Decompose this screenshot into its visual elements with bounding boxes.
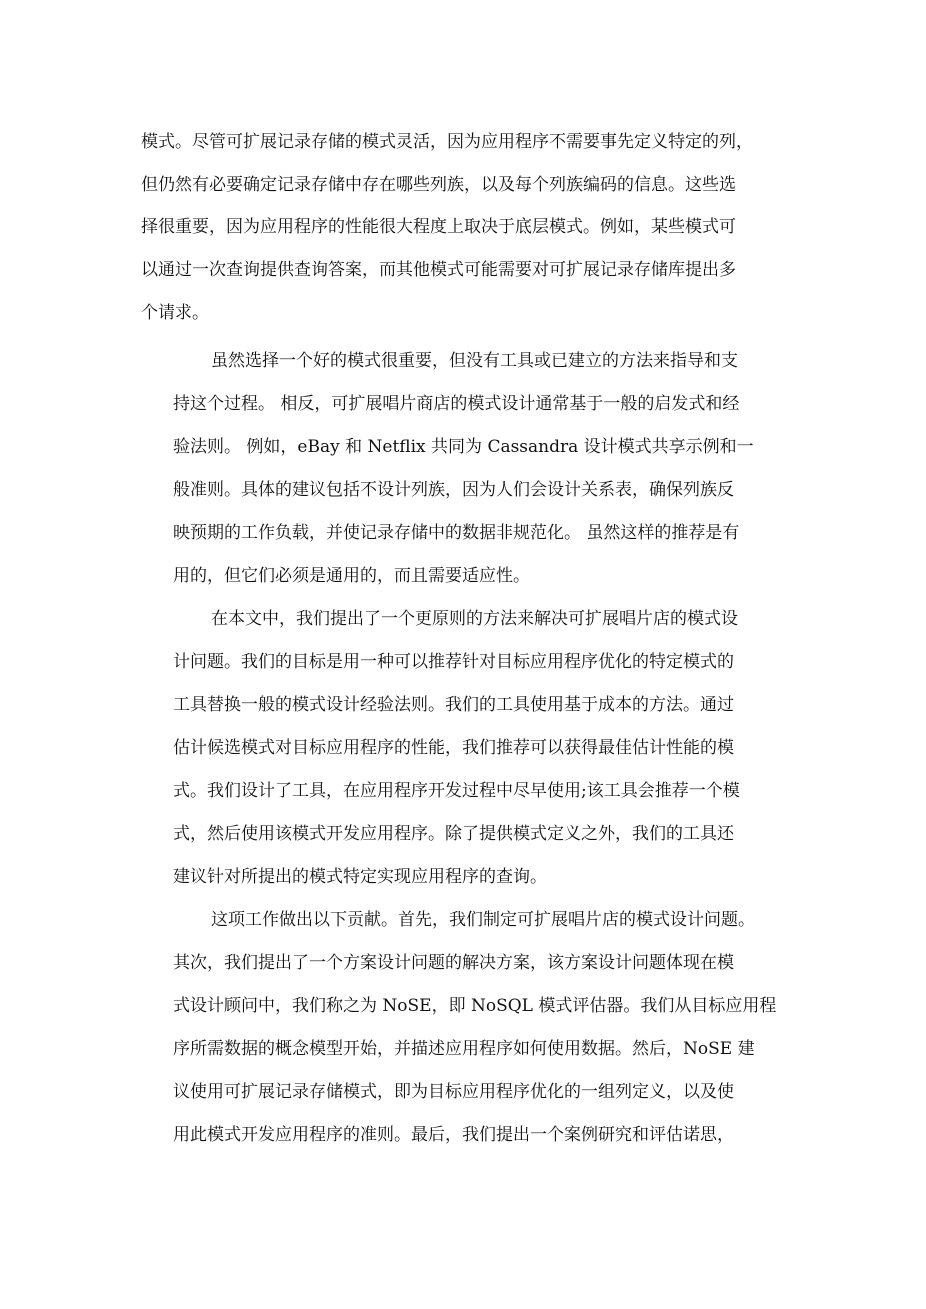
text-line: 计问题。我们的目标是用一种可以推荐针对目标应用程序优化的特定模式的 (173, 652, 734, 672)
text-line: 估计候选模式对目标应用程序的性能，我们推荐可以获得最佳估计性能的模 (173, 738, 734, 758)
text-line: 其次，我们提出了一个方案设计问题的解决方案，该方案设计问题体现在模 (173, 953, 734, 973)
text-line: 择很重要，因为应用程序的性能很大程度上取决于底层模式。例如，某些模式可 (141, 217, 736, 237)
text-line: 虽然选择一个好的模式很重要，但没有工具或已建立的方法来指导和支 (211, 351, 738, 371)
text-line: 式，然后使用该模式开发应用程序。除了提供模式定义之外，我们的工具还 (173, 824, 734, 844)
text-line: 用的，但它们必须是通用的，而且需要适应性。 (173, 566, 530, 586)
text-line: 验法则。 例如，eBay 和 Netflix 共同为 Cassandra 设计模式共享示例和一 (173, 437, 754, 457)
text-line: 式。我们设计了工具，在应用程序开发过程中尽早使用;该工具会推荐一个模 (173, 781, 740, 801)
text-line: 建议针对所提出的模式特定实现应用程序的查询。 (173, 867, 547, 887)
text-line: 序所需数据的概念模型开始，并描述应用程序如何使用数据。然后，NoSE 建 (173, 1039, 755, 1059)
text-line: 个请求。 (141, 303, 209, 323)
text-line: 这项工作做出以下贡献。首先，我们制定可扩展唱片店的模式设计问题。 (211, 910, 755, 930)
text-line: 用此模式开发应用程序的准则。最后，我们提出一个案例研究和评估诺思， (173, 1125, 734, 1145)
text-line: 以通过一次查询提供查询答案，而其他模式可能需要对可扩展记录存储库提出多 (141, 260, 736, 280)
text-line: 但仍然有必要确定记录存储中存在哪些列族，以及每个列族编码的信息。这些选 (141, 175, 736, 195)
text-line: 模式。尽管可扩展记录存储的模式灵活，因为应用程序不需要事先定义特定的列， (141, 132, 753, 152)
text-line: 工具替换一般的模式设计经验法则。我们的工具使用基于成本的方法。通过 (173, 695, 734, 715)
text-line: 映预期的工作负载，并使记录存储中的数据非规范化。 虽然这样的推荐是有 (173, 523, 740, 543)
text-line: 般准则。具体的建议包括不设计列族，因为人们会设计关系表，确保列族反 (173, 480, 734, 500)
text-line: 议使用可扩展记录存储模式，即为目标应用程序优化的一组列定义，以及使 (173, 1082, 734, 1102)
text-line: 在本文中，我们提出了一个更原则的方法来解决可扩展唱片店的模式设 (211, 609, 738, 629)
text-line: 持这个过程。 相反，可扩展唱片商店的模式设计通常基于一般的启发式和经 (173, 394, 740, 414)
text-line: 式设计顾问中，我们称之为 NoSE，即 NoSQL 模式评估器。我们从目标应用程 (173, 996, 777, 1016)
